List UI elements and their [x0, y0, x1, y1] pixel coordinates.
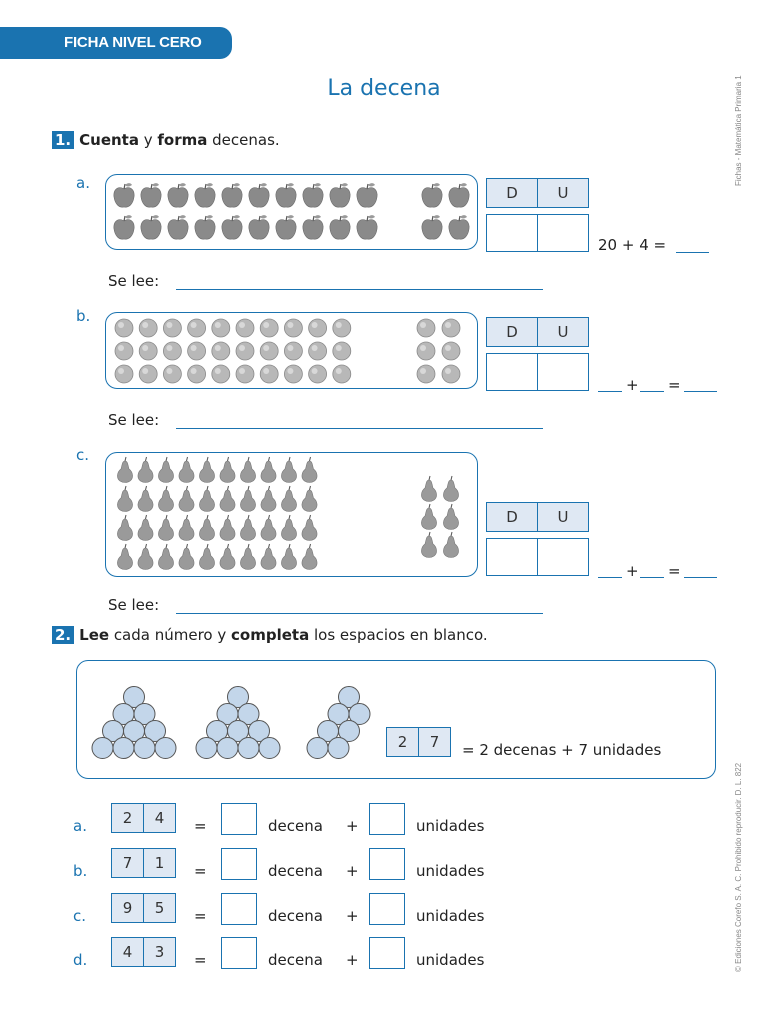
item-c-plus: +: [626, 562, 639, 580]
instr2-text-1: cada número y: [109, 626, 232, 644]
ball-icon: [309, 319, 327, 337]
du-answer-d[interactable]: [486, 538, 538, 576]
du-answer-d[interactable]: [486, 214, 538, 252]
pear-icon: [138, 544, 153, 570]
pear-icon: [240, 515, 255, 541]
apple-icon: [303, 215, 323, 239]
du-header-d: D: [486, 317, 538, 347]
item-c-letter: c.: [76, 446, 90, 464]
pear-icon: [240, 457, 255, 483]
item-a-equation: 20 + 4 =: [598, 236, 667, 254]
pear-icon: [220, 515, 235, 541]
ball-icon: [284, 342, 302, 360]
ball-icon: [236, 342, 254, 360]
pears-icon-group: [106, 453, 479, 578]
pear-icon: [220, 544, 235, 570]
pear-icon: [220, 486, 235, 512]
item-b-blank-2[interactable]: [640, 391, 664, 392]
apple-icon: [357, 215, 377, 239]
page-title: La decena: [327, 76, 441, 101]
tens-answer-box[interactable]: [221, 893, 257, 925]
ball-icon: [260, 319, 278, 337]
se-lee-b-line[interactable]: [176, 428, 543, 429]
ball-pyramids-icon-group: [77, 661, 377, 780]
pear-icon: [261, 486, 276, 512]
apple-icon: [141, 183, 161, 207]
instr2-bold-1: Lee: [79, 626, 110, 644]
example-frame: [76, 660, 716, 779]
units-answer-box[interactable]: [369, 803, 405, 835]
pyramid-ball-icon: [155, 738, 176, 759]
exercise-2-instruction: [52, 626, 488, 644]
ball-icon: [417, 365, 435, 383]
se-lee-a-line[interactable]: [176, 289, 543, 290]
item-a-frame: [105, 174, 478, 250]
du-header-u: U: [537, 317, 589, 347]
ball-icon: [260, 342, 278, 360]
pear-icon: [117, 515, 132, 541]
se-lee-b-label: Se lee:: [108, 411, 160, 429]
pear-icon: [443, 532, 458, 558]
units-answer-box[interactable]: [369, 937, 405, 969]
row-equals: =: [194, 862, 207, 880]
pear-icon: [281, 486, 296, 512]
ball-icon: [236, 365, 254, 383]
apple-icon: [114, 215, 134, 239]
row-equals: =: [194, 817, 207, 835]
ball-icon: [188, 365, 206, 383]
pear-icon: [179, 457, 194, 483]
pear-icon: [179, 515, 194, 541]
row-plus: +: [346, 951, 359, 969]
ball-icon: [139, 342, 157, 360]
item-b-plus: +: [626, 376, 639, 394]
ball-icon: [333, 365, 351, 383]
item-c-equals: =: [668, 562, 681, 580]
row-tens-digit: 9: [111, 893, 144, 923]
pear-icon: [421, 504, 436, 530]
pear-icon: [302, 486, 317, 512]
se-lee-a-label: Se lee:: [108, 272, 160, 290]
pear-icon: [158, 515, 173, 541]
example-text: = 2 decenas + 7 unidades: [462, 741, 662, 759]
pear-icon: [421, 476, 436, 502]
ball-icon: [333, 342, 351, 360]
item-b-frame: [105, 312, 478, 389]
pyramid-ball-icon: [92, 738, 113, 759]
ball-icon: [115, 342, 133, 360]
tens-answer-box[interactable]: [221, 848, 257, 880]
du-answer-d[interactable]: [486, 353, 538, 391]
ball-icon: [188, 319, 206, 337]
ball-icon: [163, 365, 181, 383]
ball-icon: [309, 342, 327, 360]
ball-icon: [417, 342, 435, 360]
row-decena-label: decena: [268, 862, 323, 880]
pear-icon: [117, 457, 132, 483]
du-answer-u[interactable]: [537, 538, 589, 576]
apple-icon: [168, 183, 188, 207]
pear-icon: [199, 515, 214, 541]
apple-icon: [249, 183, 269, 207]
row-plus: +: [346, 907, 359, 925]
pear-icon: [117, 486, 132, 512]
pear-icon: [179, 486, 194, 512]
apple-icon: [422, 183, 442, 207]
ball-icon: [442, 365, 460, 383]
ball-icon: [417, 319, 435, 337]
pyramid-ball-icon: [196, 738, 217, 759]
pear-icon: [138, 515, 153, 541]
ball-icon: [260, 365, 278, 383]
side-copyright-text: © Ediciones Corefo S. A. C. Prohibido reproducir. D. L. 822: [734, 762, 743, 972]
row-unidades-label: unidades: [416, 907, 485, 925]
pyramid-ball-icon: [307, 738, 328, 759]
ball-icon: [115, 365, 133, 383]
ball-icon: [333, 319, 351, 337]
pear-icon: [158, 544, 173, 570]
apple-icon: [276, 183, 296, 207]
row-equals: =: [194, 907, 207, 925]
pear-icon: [199, 544, 214, 570]
ball-icon: [236, 319, 254, 337]
tens-answer-box[interactable]: [221, 803, 257, 835]
instr-text-2: decenas.: [207, 131, 280, 149]
row-decena-label: decena: [268, 907, 323, 925]
instr2-text-2: los espacios en blanco.: [309, 626, 488, 644]
pear-icon: [261, 515, 276, 541]
instr-bold-1: Cuenta: [79, 131, 139, 149]
du-answer-u[interactable]: [537, 214, 589, 252]
row-unidades-label: unidades: [416, 862, 485, 880]
ball-icon: [284, 365, 302, 383]
row-plus: +: [346, 817, 359, 835]
item-b-equals: =: [668, 376, 681, 394]
apple-icon: [276, 215, 296, 239]
pear-icon: [158, 457, 173, 483]
pear-icon: [240, 544, 255, 570]
units-answer-box[interactable]: [369, 893, 405, 925]
row-decena-label: decena: [268, 951, 323, 969]
pyramid-ball-icon: [259, 738, 280, 759]
ball-icon: [442, 342, 460, 360]
item-b-blank-3[interactable]: [684, 391, 717, 392]
exercise-1-number: 1.: [52, 131, 74, 149]
pear-icon: [302, 457, 317, 483]
apple-icon: [449, 183, 469, 207]
ball-icon: [212, 342, 230, 360]
pear-icon: [302, 544, 317, 570]
ball-icon: [212, 365, 230, 383]
pyramid-ball-icon: [113, 738, 134, 759]
instr2-bold-2: completa: [231, 626, 310, 644]
apple-icon: [141, 215, 161, 239]
pear-icon: [220, 457, 235, 483]
apple-icon: [222, 183, 242, 207]
item-c-frame: [105, 452, 478, 577]
level-banner: FICHA NIVEL CERO: [0, 27, 232, 59]
ball-icon: [163, 319, 181, 337]
ball-icon: [163, 342, 181, 360]
ball-icon: [139, 319, 157, 337]
apple-icon: [249, 215, 269, 239]
ball-icon: [442, 319, 460, 337]
pear-icon: [138, 486, 153, 512]
exercise-2-number: 2.: [52, 626, 74, 644]
exercise-1-instruction: [52, 131, 280, 149]
row-letter: d.: [73, 951, 88, 969]
pear-icon: [421, 532, 436, 558]
tens-answer-box[interactable]: [221, 937, 257, 969]
pear-icon: [117, 544, 132, 570]
se-lee-c-line[interactable]: [176, 613, 543, 614]
apple-icon: [330, 183, 350, 207]
item-c-blank-1[interactable]: [598, 577, 622, 578]
side-series-text: Fichas - Matemática Primaria 1: [734, 75, 743, 186]
ball-icon: [188, 342, 206, 360]
pear-icon: [302, 515, 317, 541]
apple-icon: [303, 183, 323, 207]
pear-icon: [281, 544, 296, 570]
apple-icon: [114, 183, 134, 207]
item-a-letter: a.: [76, 174, 90, 192]
du-header-u: U: [537, 178, 589, 208]
pear-icon: [281, 515, 296, 541]
apple-icon: [357, 183, 377, 207]
pear-icon: [138, 457, 153, 483]
pyramid-ball-icon: [134, 738, 155, 759]
ball-icon: [115, 319, 133, 337]
du-header-d: D: [486, 178, 538, 208]
row-plus: +: [346, 862, 359, 880]
apple-icon: [330, 215, 350, 239]
item-b-letter: b.: [76, 307, 91, 325]
row-units-digit: 4: [143, 803, 176, 833]
pyramid-ball-icon: [328, 738, 349, 759]
apple-icon: [195, 183, 215, 207]
apple-icon: [168, 215, 188, 239]
du-answer-u[interactable]: [537, 353, 589, 391]
pear-icon: [199, 486, 214, 512]
row-letter: a.: [73, 817, 87, 835]
pyramid-ball-icon: [238, 738, 259, 759]
apple-icon: [422, 215, 442, 239]
row-units-digit: 3: [143, 937, 176, 967]
row-tens-digit: 2: [111, 803, 144, 833]
instr-text-1: y: [138, 131, 158, 149]
pear-icon: [261, 544, 276, 570]
apples-icon-group: [106, 175, 479, 251]
balls-icon-group: [106, 313, 479, 390]
row-tens-digit: 4: [111, 937, 144, 967]
ball-icon: [284, 319, 302, 337]
du-header-d: D: [486, 502, 538, 532]
pear-icon: [443, 504, 458, 530]
ball-icon: [309, 365, 327, 383]
instr-bold-2: forma: [157, 131, 208, 149]
row-units-digit: 1: [143, 848, 176, 878]
item-c-blank-3[interactable]: [684, 577, 717, 578]
apple-icon: [195, 215, 215, 239]
row-unidades-label: unidades: [416, 951, 485, 969]
apple-icon: [449, 215, 469, 239]
row-unidades-label: unidades: [416, 817, 485, 835]
item-c-blank-2[interactable]: [640, 577, 664, 578]
pear-icon: [281, 457, 296, 483]
pear-icon: [240, 486, 255, 512]
row-decena-label: decena: [268, 817, 323, 835]
se-lee-c-label: Se lee:: [108, 596, 160, 614]
row-letter: b.: [73, 862, 88, 880]
row-tens-digit: 7: [111, 848, 144, 878]
pear-icon: [261, 457, 276, 483]
item-a-answer-blank[interactable]: [676, 252, 709, 253]
pear-icon: [179, 544, 194, 570]
ball-icon: [139, 365, 157, 383]
pear-icon: [443, 476, 458, 502]
units-answer-box[interactable]: [369, 848, 405, 880]
row-letter: c.: [73, 907, 87, 925]
apple-icon: [222, 215, 242, 239]
pear-icon: [158, 486, 173, 512]
row-equals: =: [194, 951, 207, 969]
row-units-digit: 5: [143, 893, 176, 923]
pyramid-ball-icon: [217, 738, 238, 759]
item-b-blank-1[interactable]: [598, 391, 622, 392]
example-units-digit: 7: [418, 727, 451, 757]
pear-icon: [199, 457, 214, 483]
du-header-u: U: [537, 502, 589, 532]
example-tens-digit: 2: [386, 727, 419, 757]
ball-icon: [212, 319, 230, 337]
